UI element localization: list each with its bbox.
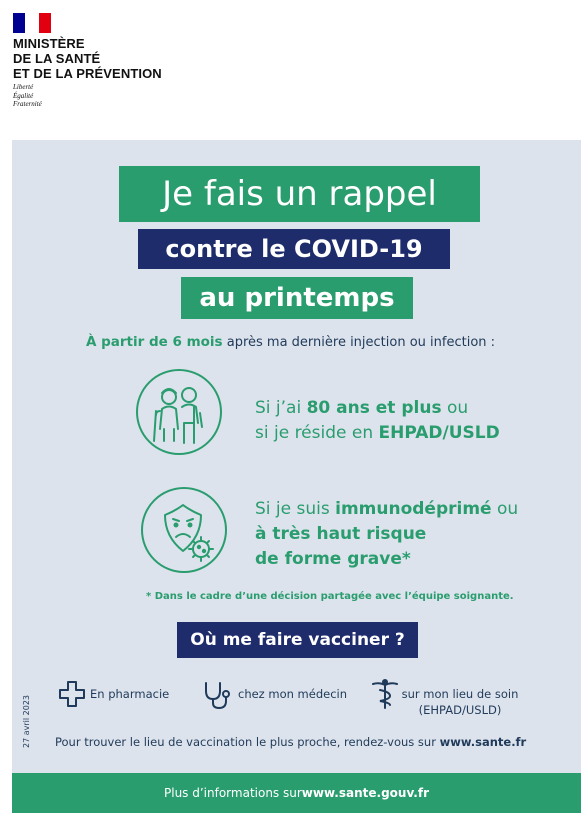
french-flag-icon <box>13 13 51 33</box>
header <box>0 0 581 140</box>
footer-pre: Plus d’informations sur <box>164 786 302 800</box>
title-line-2: contre le COVID-19 <box>138 229 450 269</box>
immuno-l1-bold: immunodéprimé <box>335 499 492 519</box>
sante-gouv-link[interactable]: www.sante.gouv.fr <box>301 786 429 800</box>
ministry-name <box>13 36 162 81</box>
caduceus-icon <box>371 679 399 713</box>
title-line-3: au printemps <box>181 277 413 319</box>
subtitle <box>0 334 581 350</box>
sante-fr-link[interactable]: www.sante.fr <box>439 735 527 749</box>
age-l2-pre: si je réside en <box>255 423 379 443</box>
immuno-l1-post: ou <box>491 499 519 519</box>
immuno-l1-pre: Si je suis <box>255 499 336 519</box>
find-instructions <box>55 735 526 749</box>
care-line-2: (EHPAD/USLD) <box>418 703 502 717</box>
title-line-1: Je fais un rappel <box>119 166 480 222</box>
motto-egalite: Égalité <box>13 91 34 100</box>
motto-liberte: Liberté <box>13 83 34 91</box>
age-criterion <box>255 396 500 446</box>
where-title: Où me faire vacciner ? <box>177 622 418 658</box>
immuno-l3-bold: de forme grave* <box>255 549 411 569</box>
motto-fraternite: Fraternité <box>13 100 42 108</box>
elderly-couple-icon <box>136 369 222 455</box>
find-pre: Pour trouver le lieu de vaccination le plus proche, rendez-vous sur <box>55 735 440 749</box>
virus-shield-face-icon <box>141 487 227 573</box>
immuno-criterion <box>255 497 518 572</box>
republic-motto <box>13 83 42 109</box>
cross-icon <box>59 681 85 711</box>
ministry-line-2: DE LA SANTÉ <box>13 51 101 66</box>
stethoscope-icon <box>203 680 233 714</box>
age-l1-bold: 80 ans et plus <box>306 398 442 418</box>
care-line-1: sur mon lieu de soin <box>401 687 519 701</box>
ministry-line-3: ET DE LA PRÉVENTION <box>13 66 162 81</box>
option-doctor: chez mon médecin <box>238 687 348 701</box>
option-pharmacy: En pharmacie <box>90 687 170 701</box>
age-l2-bold: EHPAD/USLD <box>378 423 500 443</box>
age-l1-post: ou <box>441 398 469 418</box>
footer-banner <box>12 773 581 813</box>
publication-date: 27 avril 2023 <box>22 695 31 748</box>
subtitle-bold: À partir de 6 mois <box>85 334 223 350</box>
age-l1-pre: Si j’ai <box>255 398 307 418</box>
footnote: * Dans le cadre d’une décision partagée avec l’équipe soignante. <box>146 591 514 602</box>
immuno-l2-bold: à très haut risque <box>255 524 427 544</box>
subtitle-rest: après ma dernière injection ou infection : <box>222 335 496 350</box>
ministry-line-1: MINISTÈRE <box>13 36 85 51</box>
option-care-place <box>399 686 521 718</box>
